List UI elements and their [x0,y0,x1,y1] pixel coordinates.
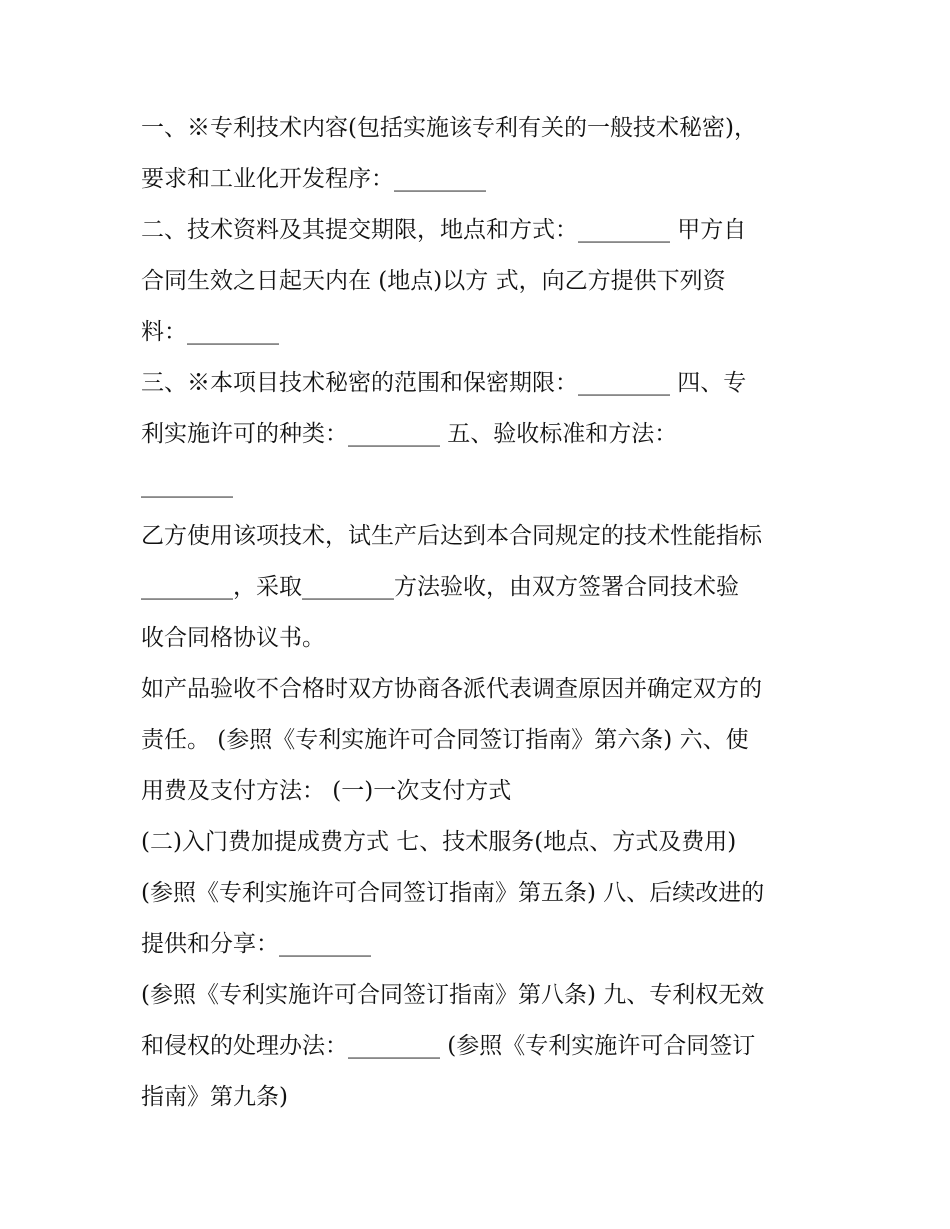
text-line: 收合同格协议书。 [141,625,325,651]
text-line: 提供和分享：________ [141,931,371,957]
text-line: 二、技术资料及其提交期限，地点和方式：________ 甲方自 [141,217,747,243]
contract-body-text [141,103,821,1123]
text-line: (参照《专利实施许可合同签订指南》第五条) 八、后续改进的 [141,880,765,906]
text-line: 一、※专利技术内容(包括实施该专利有关的一般技术秘密)， [141,115,757,141]
text-line: 要求和工业化开发程序：________ [141,166,486,192]
text-line: (参照《专利实施许可合同签订指南》第八条) 九、专利权无效 [141,982,765,1008]
text-line: 和侵权的处理办法：________ (参照《专利实施许可合同签订 [141,1033,756,1059]
text-line: 利实施许可的种类：________ 五、验收标准和方法： [141,421,678,447]
text-line: 乙方使用该项技术，试生产后达到本合同规定的技术性能指标 [141,523,762,549]
text-line: 料：________ [141,319,279,345]
text-line: 责任。 (参照《专利实施许可合同签订指南》第六条) 六、使 [141,727,749,753]
text-line: 三、※本项目技术秘密的范围和保密期限：________ 四、专 [141,370,747,396]
text-line: ________ [141,472,233,498]
text-line: 用费及支付方法： (一)一次支付方式 [141,778,512,804]
text-line: 如产品验收不合格时双方协商各派代表调查原因并确定双方的 [141,676,762,702]
text-line: 指南》第九条) [141,1084,288,1110]
text-line: ________，采取________方法验收，由双方签署合同技术验 [141,574,739,600]
text-line: 合同生效之日起天内在 (地点)以方 式，向乙方提供下列资 [141,268,726,294]
text-line: (二)入门费加提成费方式 七、技术服务(地点、方式及费用) [141,829,737,855]
